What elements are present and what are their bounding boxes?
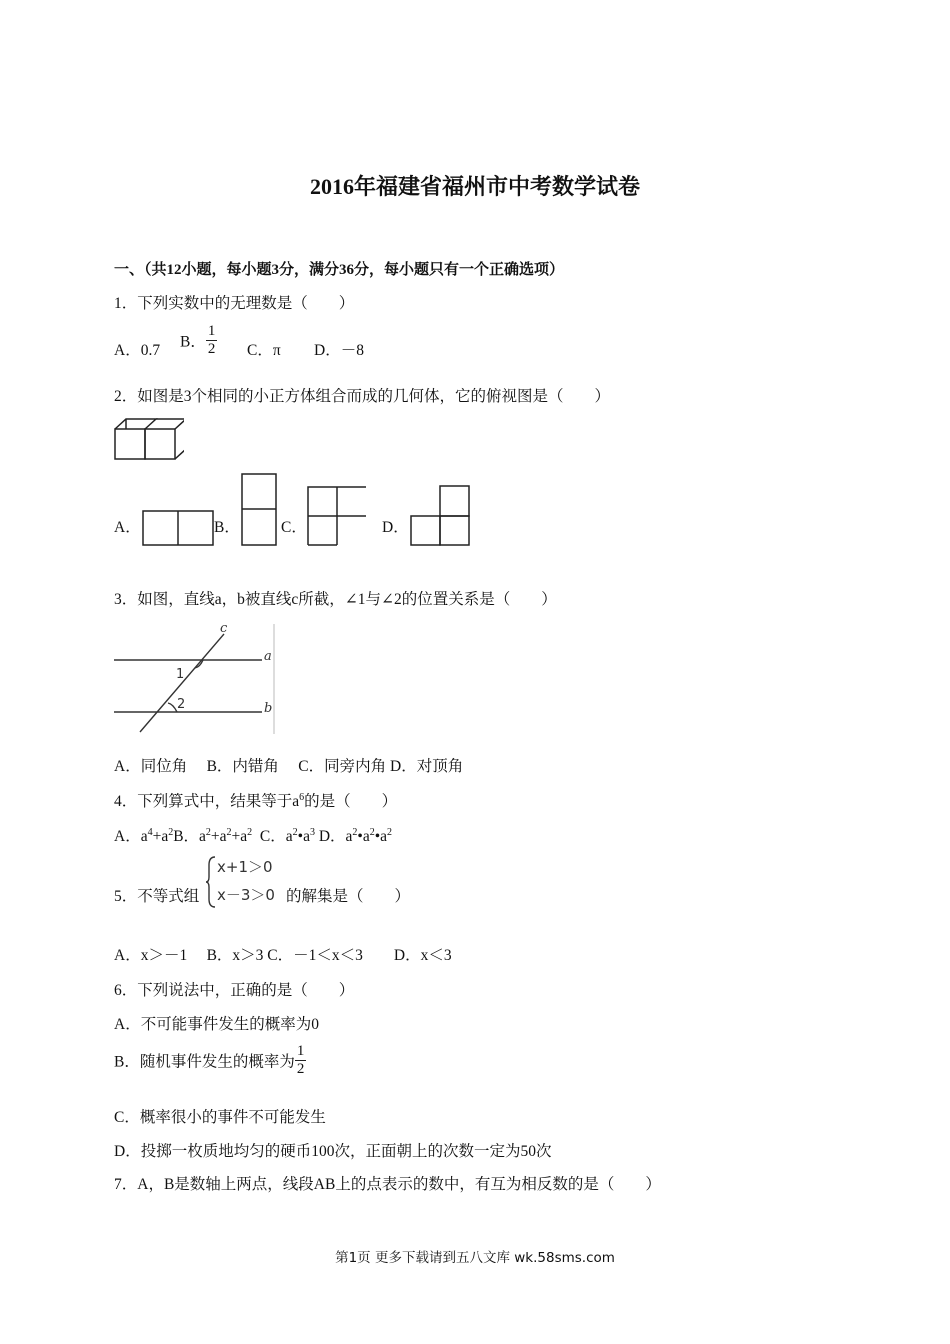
fraction-denominator: 2 bbox=[296, 1061, 305, 1077]
question-4-options bbox=[114, 824, 392, 846]
question-6-option-d: D．投掷一枚质地均匀的硬币100次，正面朝上的次数一定为50次 bbox=[114, 1143, 552, 1160]
question-6-stem: 6．下列说法中，正确的是（ ） bbox=[114, 982, 355, 999]
question-5-stem-suffix: 的解集是（ ） bbox=[286, 888, 411, 905]
angle-2-label: 2 bbox=[177, 697, 186, 712]
line-b-label: b bbox=[264, 701, 273, 716]
question-6-option-b bbox=[114, 1043, 306, 1078]
section-heading: 一、（共12小题，每小题3分，满分36分，每小题只有一个正确选项） bbox=[114, 262, 565, 278]
q4-exponent: 6 bbox=[299, 791, 305, 803]
question-6-option-c: C．概率很小的事件不可能发生 bbox=[114, 1109, 326, 1126]
parallel-lines-figure bbox=[110, 620, 280, 738]
left-brace-icon bbox=[205, 855, 217, 909]
page-title: 2016年福建省福州市中考数学试卷 bbox=[309, 174, 640, 199]
line-a-label: a bbox=[264, 649, 272, 664]
fraction-numerator: 1 bbox=[207, 323, 216, 339]
question-1-option-a: A．0.7 bbox=[114, 342, 161, 359]
fraction-numerator: 1 bbox=[296, 1043, 305, 1059]
question-2-option-c: C． bbox=[281, 519, 307, 536]
question-1-stem: 1．下列实数中的无理数是（ ） bbox=[114, 295, 355, 312]
option-b-label: B． bbox=[180, 333, 206, 351]
page-footer: 第1页 更多下载请到五八文库 wk.58sms.com bbox=[335, 1250, 615, 1266]
inequality-line-1: x+1＞0 bbox=[217, 858, 273, 876]
q4-option-c: C．$a^2•a^3$ bbox=[259, 826, 315, 845]
top-view-option-b bbox=[240, 472, 278, 547]
question-5-options: A．x＞－1 B．x＞3 C．－1＜x＜3 D．x＜3 bbox=[114, 947, 452, 964]
question-2-option-a: A． bbox=[114, 519, 141, 536]
question-1-option-d: D．－8 bbox=[314, 342, 364, 359]
cube-solid-figure bbox=[112, 415, 184, 463]
fraction-one-half bbox=[295, 1043, 307, 1078]
q4-option-a: A．$a^4+a^2$ bbox=[114, 826, 174, 845]
question-1-option-b bbox=[180, 323, 217, 358]
question-3-options: A．同位角 B．内错角 C．同旁内角 D．对顶角 bbox=[114, 758, 464, 775]
question-5-stem-prefix: 5．不等式组 bbox=[114, 888, 200, 905]
angle-1-label: 1 bbox=[176, 667, 185, 682]
q4-option-b: B．$a^2+a^2+a^2$ bbox=[173, 826, 253, 845]
q4-option-d: D．$a^2•a^2•a^2$ bbox=[318, 826, 393, 845]
top-view-option-a bbox=[141, 509, 215, 547]
question-2-stem: 2．如图是3个相同的小正方体组合而成的几何体，它的俯视图是（ ） bbox=[114, 388, 611, 405]
question-1-option-c: C．π bbox=[247, 342, 281, 359]
question-4-stem bbox=[114, 789, 397, 811]
fraction-denominator: 2 bbox=[207, 341, 216, 357]
question-3-stem: 3．如图，直线a，b被直线c所截，∠1与∠2的位置关系是（ ） bbox=[114, 591, 557, 608]
question-2-option-d: D． bbox=[382, 519, 409, 536]
top-view-option-c bbox=[306, 485, 368, 547]
question-2-option-b: B． bbox=[214, 519, 240, 536]
line-c-label: c bbox=[220, 621, 228, 636]
top-view-option-d bbox=[409, 484, 471, 547]
inequality-line-2: x－3＞0 bbox=[217, 886, 275, 904]
q6-option-b-text: B．随机事件发生的概率为 bbox=[114, 1053, 295, 1071]
fraction-one-half bbox=[206, 323, 218, 358]
q4-stem-text: 4．下列算式中，结果等于a bbox=[114, 793, 300, 810]
question-6-option-a: A．不可能事件发生的概率为0 bbox=[114, 1016, 319, 1033]
q4-stem-suffix: 的是（ ） bbox=[304, 793, 398, 810]
question-7-stem: 7．A，B是数轴上两点，线段AB上的点表示的数中，有互为相反数的是（ ） bbox=[114, 1176, 661, 1193]
